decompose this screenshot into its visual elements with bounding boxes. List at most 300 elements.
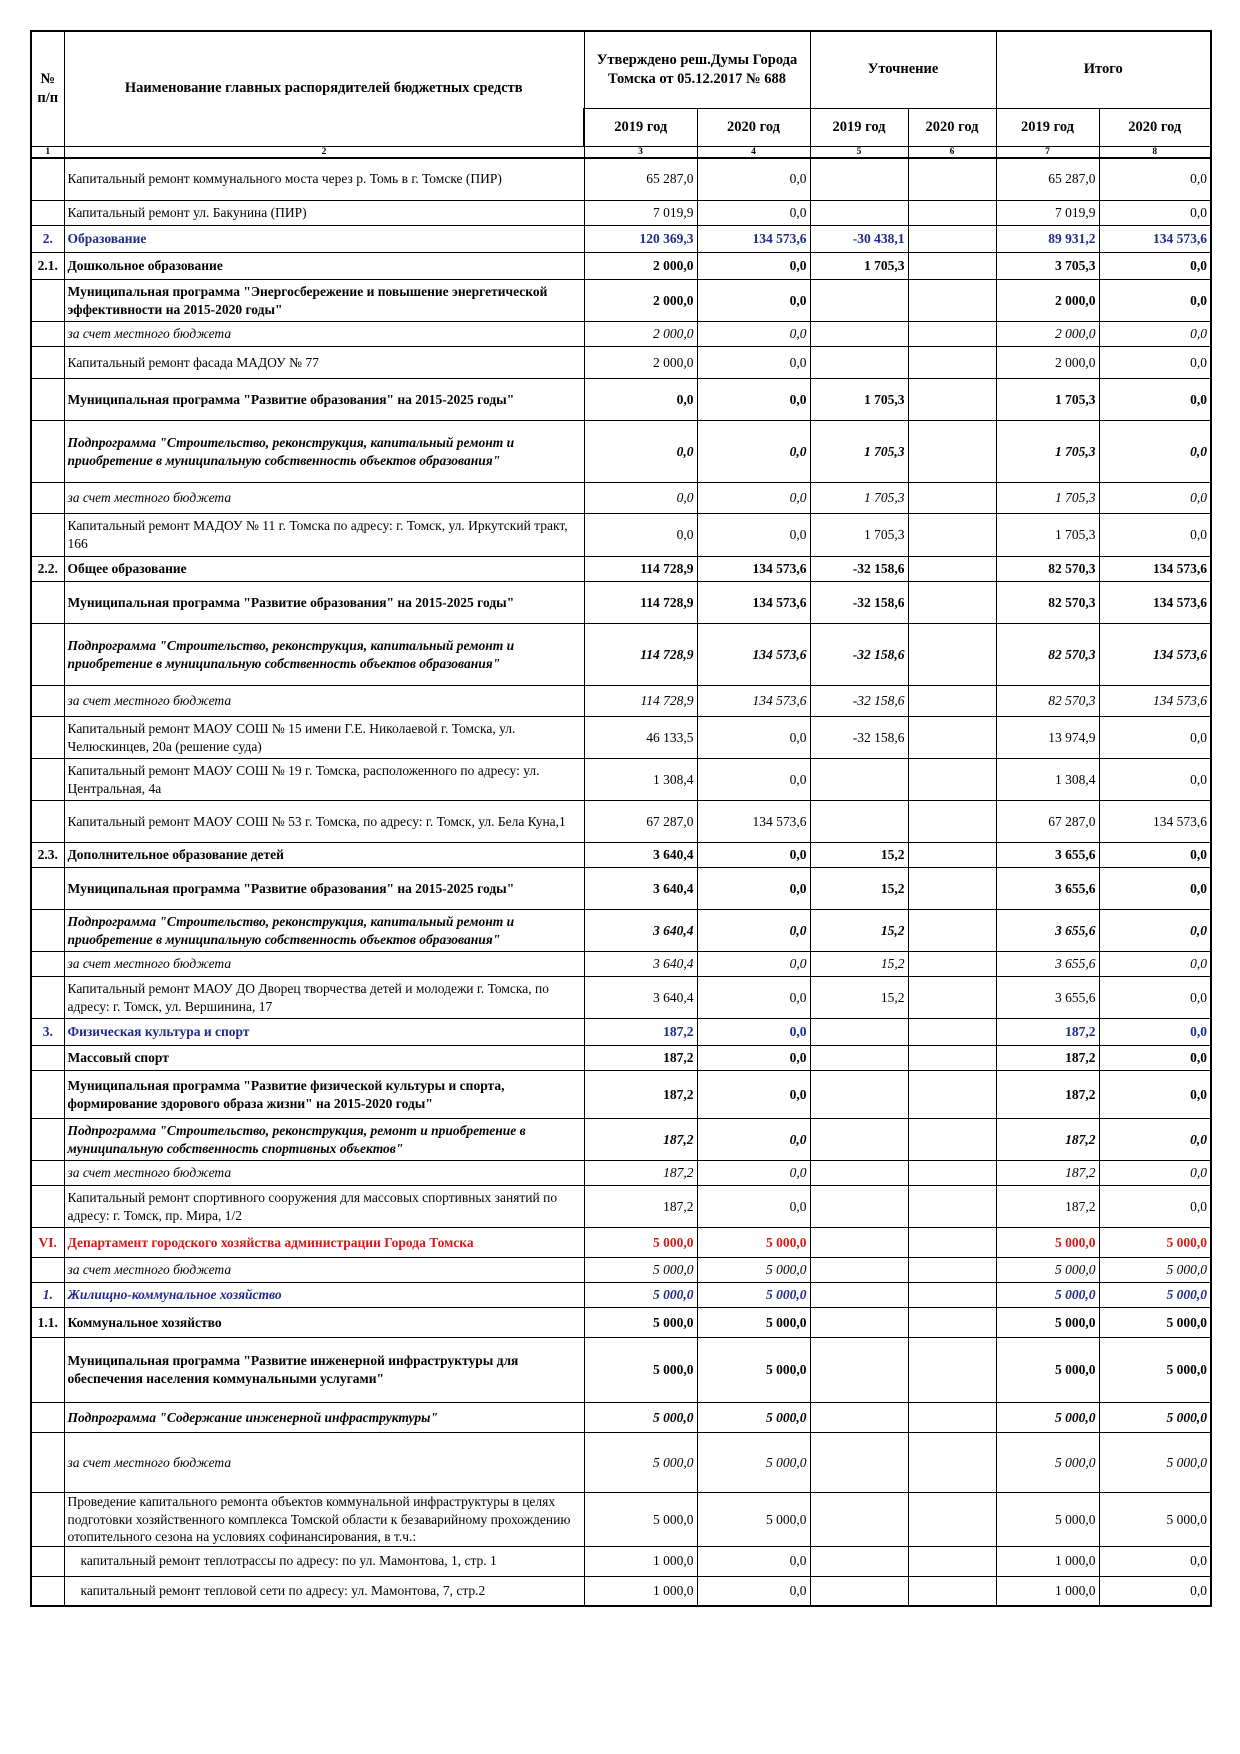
- cell-approved-2019: 2 000,0: [584, 322, 697, 347]
- cell-refinement-2020: [908, 1338, 996, 1403]
- cell-refinement-2019: [810, 322, 908, 347]
- cell-approved-2019: 0,0: [584, 421, 697, 483]
- cell-approved-2019: 2 000,0: [584, 280, 697, 322]
- row-number: [31, 910, 64, 952]
- header-total: Итого: [996, 31, 1211, 108]
- cell-approved-2019: 5 000,0: [584, 1433, 697, 1493]
- row-name: Муниципальная программа "Развитие образования" на 2015-2025 годы": [64, 379, 584, 421]
- cell-total-2020: 5 000,0: [1099, 1403, 1211, 1433]
- row-number: [31, 280, 64, 322]
- cell-refinement-2020: [908, 1258, 996, 1283]
- cell-refinement-2019: -32 158,6: [810, 686, 908, 717]
- header-total-2019: 2019 год: [996, 108, 1099, 146]
- row-name: Подпрограмма "Содержание инженерной инфраструктуры": [64, 1403, 584, 1433]
- table-row: [31, 1576, 1211, 1606]
- cell-refinement-2019: -32 158,6: [810, 717, 908, 759]
- cell-approved-2019: 0,0: [584, 379, 697, 421]
- cell-approved-2019: 0,0: [584, 483, 697, 514]
- cell-total-2019: 1 000,0: [996, 1546, 1099, 1576]
- cell-refinement-2019: [810, 759, 908, 801]
- cell-approved-2019: 187,2: [584, 1119, 697, 1161]
- table-row: [31, 322, 1211, 347]
- row-name: Муниципальная программа "Развитие инженерной инфраструктуры для обеспечения населения коммунальными услугами": [64, 1338, 584, 1403]
- table-row: [31, 483, 1211, 514]
- table-row: [31, 1228, 1211, 1258]
- cell-total-2020: 0,0: [1099, 1576, 1211, 1606]
- cell-total-2019: 3 655,6: [996, 952, 1099, 977]
- cell-total-2020: 0,0: [1099, 379, 1211, 421]
- cell-total-2020: 0,0: [1099, 910, 1211, 952]
- cell-refinement-2019: [810, 1019, 908, 1046]
- cell-refinement-2020: [908, 759, 996, 801]
- row-number: [31, 582, 64, 624]
- cell-approved-2020: 5 000,0: [697, 1308, 810, 1338]
- cell-approved-2020: 0,0: [697, 483, 810, 514]
- cell-approved-2020: 0,0: [697, 379, 810, 421]
- cell-approved-2020: 134 573,6: [697, 801, 810, 843]
- cell-refinement-2019: 1 705,3: [810, 421, 908, 483]
- row-number: [31, 1546, 64, 1576]
- cell-approved-2019: 0,0: [584, 514, 697, 557]
- cell-approved-2020: 5 000,0: [697, 1338, 810, 1403]
- cell-total-2020: 0,0: [1099, 421, 1211, 483]
- row-number: [31, 1046, 64, 1071]
- cell-refinement-2020: [908, 280, 996, 322]
- row-number: [31, 201, 64, 226]
- table-row: [31, 1546, 1211, 1576]
- row-number: [31, 421, 64, 483]
- header-refinement-2020: 2020 год: [908, 108, 996, 146]
- cell-refinement-2019: [810, 1161, 908, 1186]
- table-row: [31, 347, 1211, 379]
- cell-approved-2020: 134 573,6: [697, 226, 810, 253]
- row-name: Капитальный ремонт МАДОУ № 11 г. Томска по адресу: г. Томск, ул. Иркутский тракт, 166: [64, 514, 584, 557]
- row-name: Проведение капитального ремонта объектов коммунальной инфраструктуры в целях подготовки хозяйственного комплекса Томской области к безаварийному прохождению отопительного сезона на условиях софинансирования, в т.ч.:: [64, 1493, 584, 1547]
- cell-approved-2020: 0,0: [697, 347, 810, 379]
- header-name: Наименование главных распорядителей бюджетных средств: [64, 31, 584, 146]
- cell-refinement-2020: [908, 717, 996, 759]
- row-name: Муниципальная программа "Развитие образования" на 2015-2025 годы": [64, 582, 584, 624]
- cell-total-2020: 0,0: [1099, 253, 1211, 280]
- row-number: [31, 1071, 64, 1119]
- cell-total-2019: 1 705,3: [996, 483, 1099, 514]
- cell-refinement-2019: 15,2: [810, 868, 908, 910]
- table-row: [31, 1433, 1211, 1493]
- cell-total-2020: 0,0: [1099, 158, 1211, 201]
- row-number: [31, 379, 64, 421]
- table-row: [31, 717, 1211, 759]
- cell-refinement-2020: [908, 1308, 996, 1338]
- cell-refinement-2019: [810, 158, 908, 201]
- cell-total-2020: 5 000,0: [1099, 1433, 1211, 1493]
- table-row: [31, 379, 1211, 421]
- cell-approved-2020: 134 573,6: [697, 582, 810, 624]
- cell-approved-2020: 0,0: [697, 1186, 810, 1228]
- row-name: Образование: [64, 226, 584, 253]
- row-name: Муниципальная программа "Развитие образования" на 2015-2025 годы": [64, 868, 584, 910]
- cell-refinement-2019: [810, 1283, 908, 1308]
- cell-refinement-2020: [908, 686, 996, 717]
- cell-refinement-2019: [810, 280, 908, 322]
- cell-total-2019: 5 000,0: [996, 1338, 1099, 1403]
- cell-approved-2019: 1 000,0: [584, 1546, 697, 1576]
- column-number: 8: [1099, 146, 1211, 158]
- cell-refinement-2020: [908, 557, 996, 582]
- cell-total-2019: 1 705,3: [996, 514, 1099, 557]
- cell-total-2019: 13 974,9: [996, 717, 1099, 759]
- cell-approved-2020: 134 573,6: [697, 686, 810, 717]
- row-name: за счет местного бюджета: [64, 686, 584, 717]
- row-name: Департамент городского хозяйства администрации Города Томска: [64, 1228, 584, 1258]
- row-name: Капитальный ремонт МАОУ ДО Дворец творчества детей и молодежи г. Томска, по адресу: г. Томск, ул. Вершинина, 17: [64, 977, 584, 1019]
- cell-refinement-2019: [810, 1258, 908, 1283]
- cell-total-2020: 134 573,6: [1099, 226, 1211, 253]
- cell-approved-2020: 0,0: [697, 868, 810, 910]
- table-row: [31, 1258, 1211, 1283]
- cell-approved-2019: 5 000,0: [584, 1228, 697, 1258]
- row-number: VI.: [31, 1228, 64, 1258]
- table-row: [31, 557, 1211, 582]
- cell-total-2019: 1 705,3: [996, 421, 1099, 483]
- cell-approved-2020: 0,0: [697, 421, 810, 483]
- cell-refinement-2020: [908, 1403, 996, 1433]
- cell-approved-2020: 134 573,6: [697, 624, 810, 686]
- cell-refinement-2019: [810, 201, 908, 226]
- cell-total-2020: 0,0: [1099, 1161, 1211, 1186]
- cell-approved-2019: 3 640,4: [584, 868, 697, 910]
- table-row: [31, 421, 1211, 483]
- row-number: [31, 1433, 64, 1493]
- cell-approved-2019: 5 000,0: [584, 1283, 697, 1308]
- row-name: Подпрограмма "Строительство, реконструкция, капитальный ремонт и приобретение в муниципальную собственность объектов образования": [64, 910, 584, 952]
- cell-refinement-2019: 1 705,3: [810, 483, 908, 514]
- cell-total-2019: 5 000,0: [996, 1493, 1099, 1547]
- cell-total-2019: 3 655,6: [996, 843, 1099, 868]
- cell-refinement-2020: [908, 1546, 996, 1576]
- cell-approved-2020: 0,0: [697, 322, 810, 347]
- table-row: [31, 977, 1211, 1019]
- cell-refinement-2019: [810, 1433, 908, 1493]
- cell-total-2020: 5 000,0: [1099, 1258, 1211, 1283]
- cell-approved-2019: 2 000,0: [584, 347, 697, 379]
- table-row: [31, 1046, 1211, 1071]
- cell-total-2020: 5 000,0: [1099, 1283, 1211, 1308]
- header-approved: Утверждено реш.Думы Города Томска от 05.12.2017 № 688: [584, 31, 810, 108]
- row-name: Жилищно-коммунальное хозяйство: [64, 1283, 584, 1308]
- cell-refinement-2019: [810, 1308, 908, 1338]
- row-name: Капитальный ремонт коммунального моста через р. Томь в г. Томске (ПИР): [64, 158, 584, 201]
- table-row: [31, 280, 1211, 322]
- cell-approved-2019: 7 019,9: [584, 201, 697, 226]
- row-name: капитальный ремонт теплотрассы по адресу: по ул. Мамонтова, 1, стр. 1: [64, 1546, 584, 1576]
- table-row: [31, 1186, 1211, 1228]
- cell-total-2019: 1 705,3: [996, 379, 1099, 421]
- cell-total-2019: 2 000,0: [996, 347, 1099, 379]
- table-row: [31, 1161, 1211, 1186]
- cell-approved-2020: 0,0: [697, 952, 810, 977]
- cell-refinement-2020: [908, 379, 996, 421]
- cell-total-2019: 1 000,0: [996, 1576, 1099, 1606]
- cell-approved-2019: 3 640,4: [584, 910, 697, 952]
- cell-approved-2019: 3 640,4: [584, 843, 697, 868]
- row-number: [31, 1576, 64, 1606]
- row-name: за счет местного бюджета: [64, 1161, 584, 1186]
- cell-total-2019: 187,2: [996, 1119, 1099, 1161]
- row-number: [31, 952, 64, 977]
- cell-approved-2020: 5 000,0: [697, 1403, 810, 1433]
- cell-total-2020: 0,0: [1099, 759, 1211, 801]
- table-row: [31, 1493, 1211, 1547]
- row-name: Дошкольное образование: [64, 253, 584, 280]
- table-row: [31, 201, 1211, 226]
- cell-refinement-2020: [908, 421, 996, 483]
- cell-refinement-2020: [908, 322, 996, 347]
- table-row: [31, 582, 1211, 624]
- cell-refinement-2020: [908, 1283, 996, 1308]
- table-row: [31, 158, 1211, 201]
- cell-total-2019: 187,2: [996, 1186, 1099, 1228]
- table-row: [31, 253, 1211, 280]
- cell-approved-2020: 0,0: [697, 1071, 810, 1119]
- cell-refinement-2020: [908, 1576, 996, 1606]
- cell-total-2020: 0,0: [1099, 1046, 1211, 1071]
- cell-refinement-2020: [908, 226, 996, 253]
- cell-approved-2019: 114 728,9: [584, 686, 697, 717]
- cell-total-2019: 2 000,0: [996, 280, 1099, 322]
- cell-refinement-2020: [908, 801, 996, 843]
- table-row: [31, 1403, 1211, 1433]
- row-number: [31, 1186, 64, 1228]
- row-name: капитальный ремонт тепловой сети по адресу: ул. Мамонтова, 7, стр.2: [64, 1576, 584, 1606]
- row-number: 2.1.: [31, 253, 64, 280]
- cell-approved-2020: 5 000,0: [697, 1228, 810, 1258]
- row-number: 1.: [31, 1283, 64, 1308]
- cell-refinement-2020: [908, 868, 996, 910]
- cell-approved-2019: 120 369,3: [584, 226, 697, 253]
- cell-total-2019: 82 570,3: [996, 582, 1099, 624]
- header-approved-2020: 2020 год: [697, 108, 810, 146]
- cell-approved-2020: 5 000,0: [697, 1283, 810, 1308]
- column-number: 4: [697, 146, 810, 158]
- cell-approved-2019: 46 133,5: [584, 717, 697, 759]
- cell-total-2020: 0,0: [1099, 514, 1211, 557]
- cell-total-2019: 5 000,0: [996, 1283, 1099, 1308]
- cell-total-2020: 0,0: [1099, 952, 1211, 977]
- cell-approved-2020: 0,0: [697, 1576, 810, 1606]
- cell-approved-2019: 2 000,0: [584, 253, 697, 280]
- cell-approved-2019: 114 728,9: [584, 557, 697, 582]
- cell-refinement-2020: [908, 1119, 996, 1161]
- cell-approved-2020: 0,0: [697, 910, 810, 952]
- row-number: [31, 759, 64, 801]
- table-row: [31, 1308, 1211, 1338]
- cell-total-2020: 0,0: [1099, 717, 1211, 759]
- cell-approved-2020: 0,0: [697, 201, 810, 226]
- cell-approved-2019: 187,2: [584, 1019, 697, 1046]
- row-name: Муниципальная программа "Развитие физической культуры и спорта, формирование здорового образа жизни" на 2015-2020 годы": [64, 1071, 584, 1119]
- cell-approved-2019: 3 640,4: [584, 952, 697, 977]
- cell-approved-2020: 0,0: [697, 843, 810, 868]
- cell-total-2020: 134 573,6: [1099, 801, 1211, 843]
- cell-approved-2019: 5 000,0: [584, 1403, 697, 1433]
- cell-total-2019: 187,2: [996, 1161, 1099, 1186]
- row-name: Физическая культура и спорт: [64, 1019, 584, 1046]
- cell-refinement-2020: [908, 624, 996, 686]
- row-name: за счет местного бюджета: [64, 483, 584, 514]
- cell-total-2019: 3 655,6: [996, 910, 1099, 952]
- table-row: [31, 952, 1211, 977]
- cell-total-2019: 5 000,0: [996, 1403, 1099, 1433]
- cell-total-2020: 0,0: [1099, 843, 1211, 868]
- cell-approved-2020: 134 573,6: [697, 557, 810, 582]
- table-row: [31, 226, 1211, 253]
- row-number: [31, 1493, 64, 1547]
- cell-approved-2019: 187,2: [584, 1186, 697, 1228]
- cell-refinement-2019: [810, 1403, 908, 1433]
- cell-refinement-2019: [810, 1228, 908, 1258]
- cell-total-2020: 5 000,0: [1099, 1493, 1211, 1547]
- cell-refinement-2019: -30 438,1: [810, 226, 908, 253]
- cell-total-2019: 82 570,3: [996, 686, 1099, 717]
- cell-total-2020: 0,0: [1099, 347, 1211, 379]
- cell-total-2019: 2 000,0: [996, 322, 1099, 347]
- cell-refinement-2019: [810, 1576, 908, 1606]
- table-row: [31, 1338, 1211, 1403]
- row-name: Дополнительное образование детей: [64, 843, 584, 868]
- row-name: Коммунальное хозяйство: [64, 1308, 584, 1338]
- cell-refinement-2019: 15,2: [810, 952, 908, 977]
- cell-refinement-2020: [908, 158, 996, 201]
- cell-total-2020: 0,0: [1099, 201, 1211, 226]
- row-name: Капитальный ремонт МАОУ СОШ № 15 имени Г.Е. Николаевой г. Томска, ул. Челюскинцев, 20а (решение суда): [64, 717, 584, 759]
- cell-refinement-2019: 1 705,3: [810, 253, 908, 280]
- cell-refinement-2019: [810, 1119, 908, 1161]
- row-name: Подпрограмма "Строительство, реконструкция, капитальный ремонт и приобретение в муниципальную собственность объектов образования": [64, 421, 584, 483]
- row-name: Капитальный ремонт МАОУ СОШ № 19 г. Томска, расположенного по адресу: ул. Центральная, 4а: [64, 759, 584, 801]
- cell-total-2020: 134 573,6: [1099, 557, 1211, 582]
- cell-total-2020: 0,0: [1099, 977, 1211, 1019]
- row-number: [31, 514, 64, 557]
- cell-total-2019: 89 931,2: [996, 226, 1099, 253]
- header-approved-2019: 2019 год: [584, 108, 697, 146]
- row-number: 2.: [31, 226, 64, 253]
- row-name: Муниципальная программа "Энергосбережение и повышение энергетической эффективности на 2015-2020 годы": [64, 280, 584, 322]
- cell-total-2019: 82 570,3: [996, 557, 1099, 582]
- cell-approved-2019: 1 000,0: [584, 1576, 697, 1606]
- row-name: Капитальный ремонт фасада МАДОУ № 77: [64, 347, 584, 379]
- cell-approved-2020: 0,0: [697, 1546, 810, 1576]
- row-name: Капитальный ремонт спортивного сооружения для массовых спортивных занятий по адресу: г. Томск, пр. Мира, 1/2: [64, 1186, 584, 1228]
- cell-total-2019: 67 287,0: [996, 801, 1099, 843]
- row-number: [31, 717, 64, 759]
- cell-approved-2020: 0,0: [697, 158, 810, 201]
- cell-refinement-2019: 15,2: [810, 843, 908, 868]
- cell-total-2019: 7 019,9: [996, 201, 1099, 226]
- cell-approved-2020: 0,0: [697, 1019, 810, 1046]
- cell-refinement-2020: [908, 1161, 996, 1186]
- cell-total-2020: 0,0: [1099, 1119, 1211, 1161]
- cell-refinement-2020: [908, 582, 996, 624]
- row-number: 2.3.: [31, 843, 64, 868]
- cell-refinement-2020: [908, 977, 996, 1019]
- budget-table: [30, 30, 1212, 1607]
- cell-total-2019: 82 570,3: [996, 624, 1099, 686]
- cell-total-2020: 0,0: [1099, 483, 1211, 514]
- table-row: [31, 1019, 1211, 1046]
- cell-refinement-2019: [810, 1338, 908, 1403]
- cell-refinement-2020: [908, 1019, 996, 1046]
- cell-refinement-2020: [908, 843, 996, 868]
- cell-approved-2020: 5 000,0: [697, 1493, 810, 1547]
- row-name: Капитальный ремонт ул. Бакунина (ПИР): [64, 201, 584, 226]
- cell-approved-2019: 187,2: [584, 1071, 697, 1119]
- cell-approved-2020: 5 000,0: [697, 1258, 810, 1283]
- header-refinement: Уточнение: [810, 31, 996, 108]
- row-number: [31, 686, 64, 717]
- cell-refinement-2020: [908, 483, 996, 514]
- row-number: [31, 347, 64, 379]
- cell-refinement-2020: [908, 347, 996, 379]
- row-number: [31, 1338, 64, 1403]
- row-number: [31, 158, 64, 201]
- table-row: [31, 910, 1211, 952]
- cell-approved-2019: 5 000,0: [584, 1338, 697, 1403]
- row-name: Подпрограмма "Строительство, реконструкция, ремонт и приобретение в муниципальную собственность спортивных объектов": [64, 1119, 584, 1161]
- table-body: [31, 158, 1211, 1607]
- cell-refinement-2019: [810, 801, 908, 843]
- cell-approved-2020: 0,0: [697, 1119, 810, 1161]
- row-number: [31, 483, 64, 514]
- cell-total-2019: 187,2: [996, 1019, 1099, 1046]
- cell-approved-2020: 0,0: [697, 253, 810, 280]
- cell-total-2019: 187,2: [996, 1071, 1099, 1119]
- row-name: Общее образование: [64, 557, 584, 582]
- cell-total-2020: 134 573,6: [1099, 582, 1211, 624]
- cell-approved-2020: 0,0: [697, 1161, 810, 1186]
- cell-refinement-2020: [908, 910, 996, 952]
- budget-table-page: [30, 30, 1212, 1607]
- cell-approved-2019: 187,2: [584, 1046, 697, 1071]
- cell-refinement-2020: [908, 253, 996, 280]
- cell-total-2019: 3 705,3: [996, 253, 1099, 280]
- cell-total-2019: 5 000,0: [996, 1433, 1099, 1493]
- cell-total-2019: 5 000,0: [996, 1228, 1099, 1258]
- cell-refinement-2020: [908, 1433, 996, 1493]
- cell-total-2019: 65 287,0: [996, 158, 1099, 201]
- row-number: 3.: [31, 1019, 64, 1046]
- cell-refinement-2019: 15,2: [810, 977, 908, 1019]
- column-number: 7: [996, 146, 1099, 158]
- cell-refinement-2020: [908, 952, 996, 977]
- cell-total-2020: 5 000,0: [1099, 1308, 1211, 1338]
- cell-refinement-2019: 1 705,3: [810, 514, 908, 557]
- table-row: [31, 1119, 1211, 1161]
- cell-refinement-2019: -32 158,6: [810, 557, 908, 582]
- column-number: 5: [810, 146, 908, 158]
- cell-total-2020: 0,0: [1099, 280, 1211, 322]
- cell-refinement-2020: [908, 201, 996, 226]
- table-row: [31, 514, 1211, 557]
- table-row: [31, 843, 1211, 868]
- cell-total-2020: 0,0: [1099, 322, 1211, 347]
- cell-refinement-2019: [810, 1186, 908, 1228]
- table-row: [31, 801, 1211, 843]
- cell-approved-2020: 0,0: [697, 759, 810, 801]
- row-name: Капитальный ремонт МАОУ СОШ № 53 г. Томска, по адресу: г. Томск, ул. Бела Куна,1: [64, 801, 584, 843]
- cell-refinement-2020: [908, 1493, 996, 1547]
- cell-refinement-2019: [810, 1071, 908, 1119]
- column-number: 3: [584, 146, 697, 158]
